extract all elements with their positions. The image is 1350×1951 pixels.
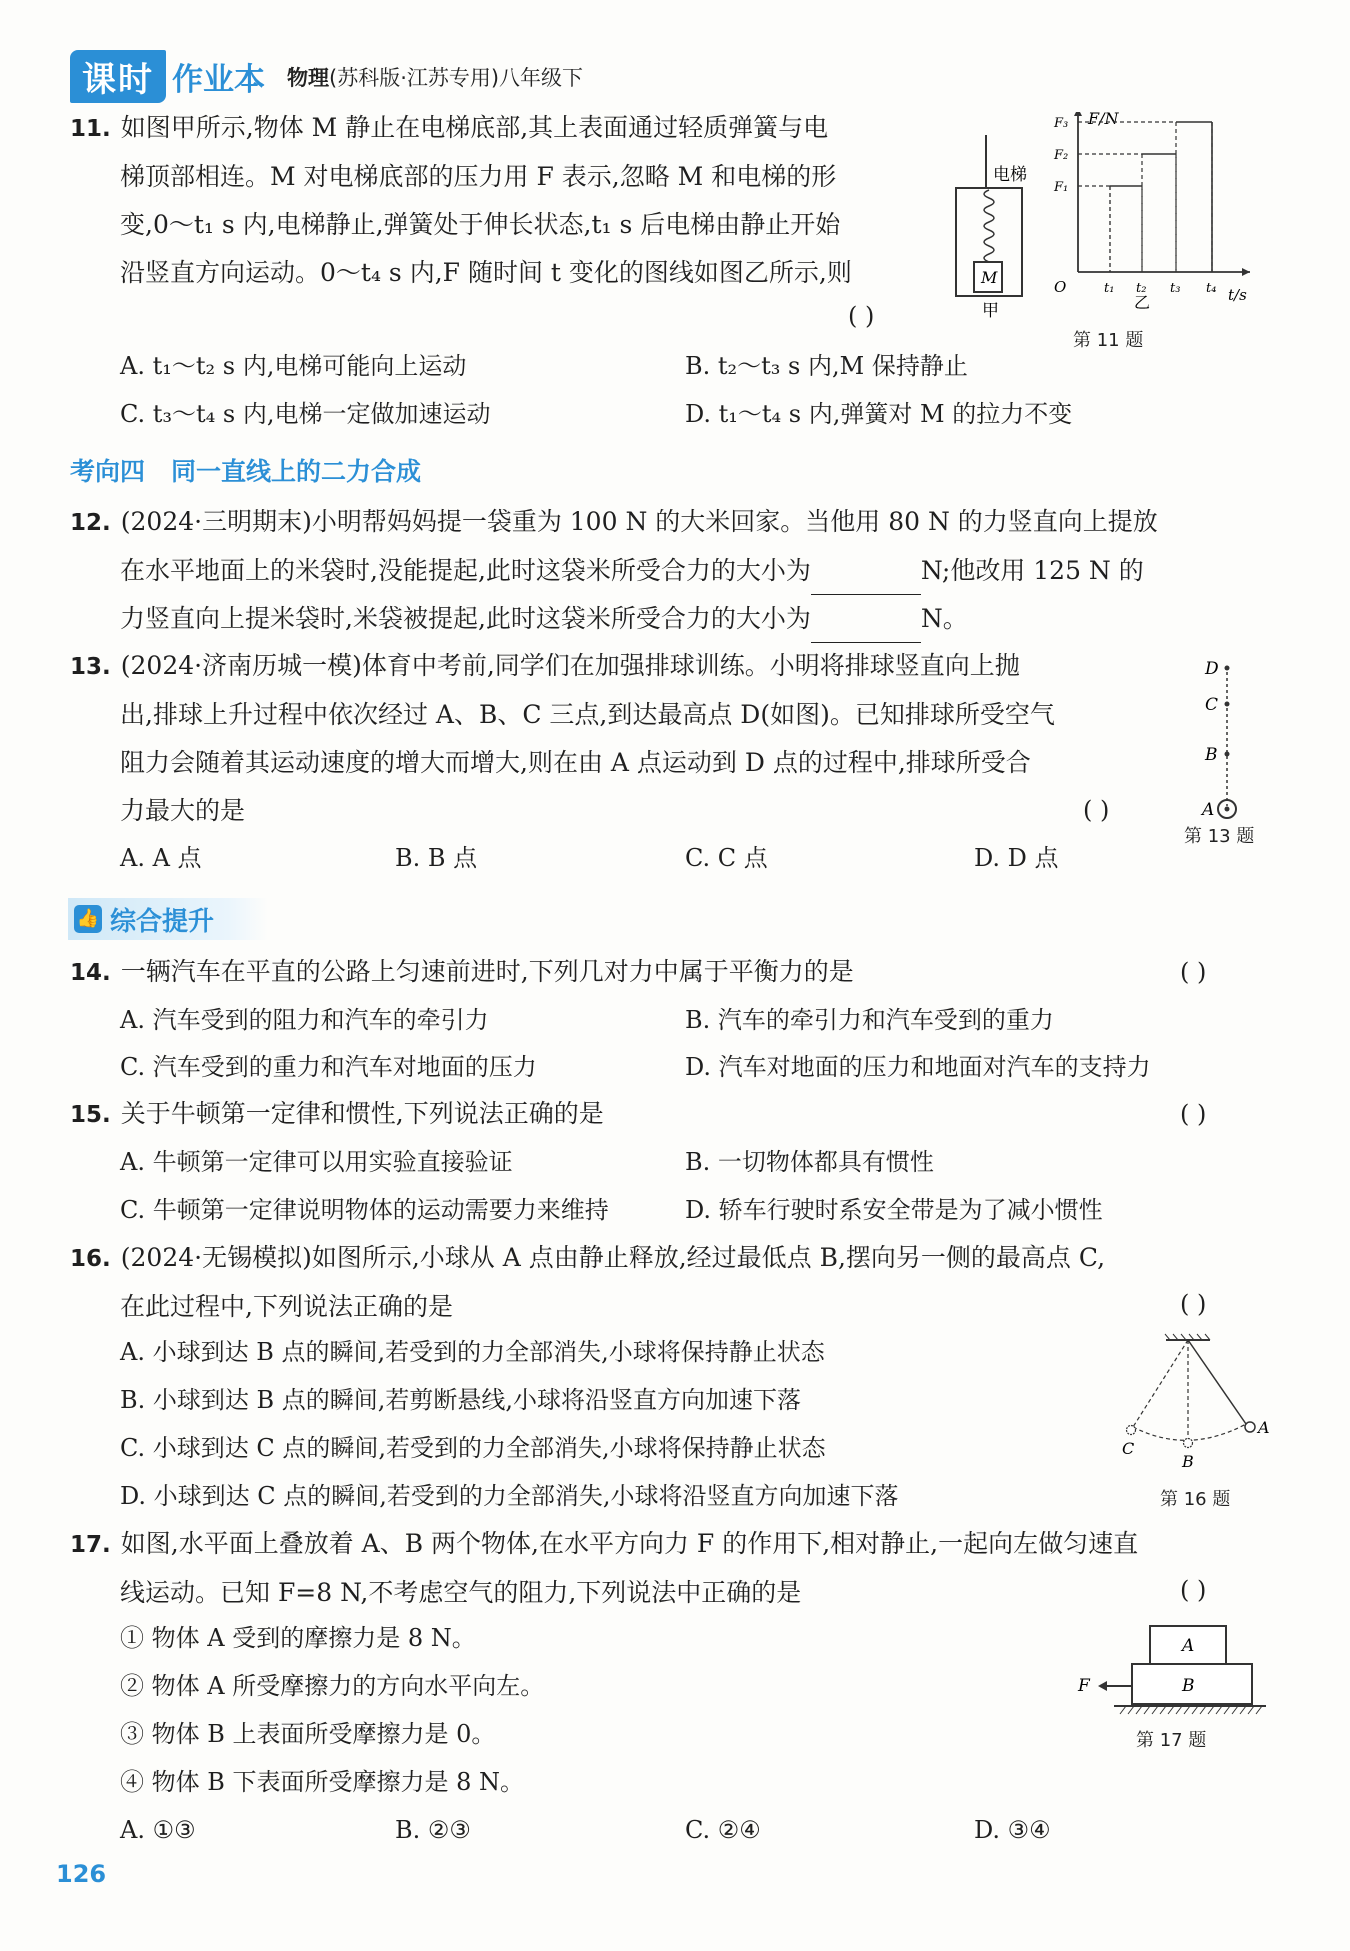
x-tick-label: t₄ [1206,281,1217,296]
point-a-label: A [1258,1418,1270,1437]
stacked-blocks-figure [1076,1620,1276,1720]
x-axis-label: t/s [1228,286,1247,304]
answer-blank-12-1[interactable] [811,566,921,595]
statement-17-4: ④ 物体 B 下表面所受摩擦力是 8 N。 [120,1768,525,1796]
x-tick-label: t₃ [1170,281,1181,296]
point-b-label: B [1205,745,1218,765]
thumbs-up-icon: 👍 [74,905,102,933]
answer-paren-14[interactable]: ( ) [1180,958,1207,986]
question-15: 15. 关于牛顿第一定律和惯性,下列说法正确的是 [70,1099,604,1128]
origin-label: O [1054,278,1067,296]
page-number: 126 [56,1860,107,1888]
question-11: 11. 如图甲所示,物体 M 静止在电梯底部,其上表面通过轻质弹簧与电 梯顶部相连。M 对电梯底部的压力用 F 表示,忽略 M 和电梯的形 变,0～t₁ s 内,电梯静止,弹簧处于伸长状态,t₁ s 后电梯由静止开始 沿竖直方向运动。0～t₄ s 内,F 随时间 t 变化的图线如图乙所示,则 [70,113,852,287]
statement-17-1: ① 物体 A 受到的摩擦力是 8 N。 [120,1624,476,1652]
option-16-c[interactable]: C. 小球到达 C 点的瞬间,若受到的力全部消失,小球将保持静止状态 [120,1434,826,1462]
book-subtitle: 物理(苏科版·江苏专用)八年级下 [287,65,584,90]
pendulum-figure [1118,1330,1278,1480]
option-16-b[interactable]: B. 小球到达 B 点的瞬间,若剪断悬线,小球将沿竖直方向加速下落 [120,1386,802,1414]
question-17: 17. 如图,水平面上叠放着 A、B 两个物体,在水平方向力 F 的作用下,相对静止,一起向左做匀速直 线运动。已知 F=8 N,不考虑空气的阻力,下列说法中正确的是 [70,1529,1139,1607]
section-heading-comprehensive: 👍 综合提升 [68,898,268,940]
block-a-label: A [1182,1636,1195,1656]
option-14-c[interactable]: C. 汽车受到的重力和汽车对地面的压力 [120,1053,537,1081]
mass-label: M [981,268,998,287]
point-a-label: A [1202,800,1215,820]
option-14-a[interactable]: A. 汽车受到的阻力和汽车的牵引力 [120,1006,489,1034]
elevator-label: 电梯 [993,165,1027,185]
answer-paren-11[interactable]: ( ) [848,302,875,330]
volleyball-figure [1200,656,1250,826]
answer-paren-16[interactable]: ( ) [1180,1290,1207,1318]
statement-17-3: ③ 物体 B 上表面所受摩擦力是 0。 [120,1720,496,1748]
brand-logo-text: 作业本 [172,62,265,98]
option-13-d[interactable]: D. D 点 [974,844,1059,872]
point-b-label: B [1182,1452,1194,1471]
option-13-c[interactable]: C. C 点 [685,844,768,872]
section-heading-4: 考向四 同一直线上的二力合成 [70,457,422,486]
question-13: 13. (2024·济南历城一模)体育中考前,同学们在加强排球训练。小明将排球竖直向上抛 出,排球上升过程中依次经过 A、B、C 三点,到达最高点 D(如图)。已知排球所受空气 阻力会随着其运动速度的增大而增大,则在由 A 点运动到 D 点的过程中,排球所受合 力最大的是 [70,651,1055,825]
option-15-a[interactable]: A. 牛顿第一定律可以用实验直接验证 [120,1148,513,1176]
brand-logo: 课时 [70,50,166,103]
page-header [70,50,583,103]
option-17-d[interactable]: D. ③④ [974,1816,1051,1844]
caption-17: 第 17 题 [1136,1730,1207,1751]
point-c-label: C [1205,695,1219,715]
y-axis-label: F/N [1088,112,1119,128]
answer-paren-17[interactable]: ( ) [1180,1576,1207,1604]
option-17-c[interactable]: C. ②④ [685,1816,761,1844]
option-14-d[interactable]: D. 汽车对地面的压力和地面对汽车的支持力 [685,1053,1151,1081]
statement-17-2: ② 物体 A 所受摩擦力的方向水平向左。 [120,1672,545,1700]
figure-jia-label: 甲 [982,301,999,321]
figure-yi-label: 乙 [1134,293,1151,312]
option-13-a[interactable]: A. A 点 [120,844,202,872]
option-15-b[interactable]: B. 一切物体都具有惯性 [685,1148,934,1176]
block-b-label: B [1182,1676,1195,1696]
force-f-label: F [1078,1676,1090,1696]
point-c-label: C [1122,1439,1135,1458]
y-tick-label: F₁ [1054,180,1069,195]
option-11-b[interactable]: B. t₂～t₃ s 内,M 保持静止 [685,352,968,380]
question-12: 12. (2024·三明期末)小明帮妈妈提一袋重为 100 N 的大米回家。当他用 80 N 的力竖直向上提放 在水平地面上的米袋时,没能提起,此时这袋米所受合力的大小为 N;他改用 125 N 的 力竖直向上提米袋时,米袋被提起,此时这袋米所受合力的大小为 N。 [70,498,1270,643]
caption-16: 第 16 题 [1160,1489,1231,1510]
answer-paren-13[interactable]: ( ) [1083,796,1110,824]
question-14: 14. 一辆汽车在平直的公路上匀速前进时,下列几对力中属于平衡力的是 [70,957,854,986]
option-11-a[interactable]: A. t₁～t₂ s 内,电梯可能向上运动 [120,352,467,380]
option-11-d[interactable]: D. t₁～t₄ s 内,弹簧对 M 的拉力不变 [685,400,1073,428]
y-tick-label: F₂ [1054,148,1069,163]
option-14-b[interactable]: B. 汽车的牵引力和汽车受到的重力 [685,1006,1054,1034]
force-time-chart [1050,112,1260,312]
option-11-c[interactable]: C. t₃～t₄ s 内,电梯一定做加速运动 [120,400,491,428]
caption-13: 第 13 题 [1184,826,1255,847]
option-17-a[interactable]: A. ①③ [120,1816,196,1844]
answer-paren-15[interactable]: ( ) [1180,1100,1207,1128]
option-16-d[interactable]: D. 小球到达 C 点的瞬间,若受到的力全部消失,小球将沿竖直方向加速下落 [120,1482,899,1510]
point-d-label: D [1205,659,1219,679]
question-16: 16. (2024·无锡模拟)如图所示,小球从 A 点由静止释放,经过最低点 B,摆向另一侧的最高点 C, 在此过程中,下列说法正确的是 [70,1243,1106,1321]
caption-11: 第 11 题 [1073,330,1144,351]
elevator-figure [950,130,1030,325]
option-17-b[interactable]: B. ②③ [395,1816,471,1844]
x-axis-arrow [1242,268,1250,276]
option-16-a[interactable]: A. 小球到达 B 点的瞬间,若受到的力全部消失,小球将保持静止状态 [120,1338,825,1366]
x-tick-label: t₂ [1136,281,1147,296]
option-13-b[interactable]: B. B 点 [395,844,478,872]
answer-blank-12-2[interactable] [811,614,921,643]
y-axis-arrow [1074,112,1082,116]
option-15-c[interactable]: C. 牛顿第一定律说明物体的运动需要力来维持 [120,1196,609,1224]
x-tick-label: t₁ [1104,281,1115,296]
option-15-d[interactable]: D. 轿车行驶时系安全带是为了减小惯性 [685,1196,1103,1224]
y-tick-label: F₃ [1054,116,1069,131]
